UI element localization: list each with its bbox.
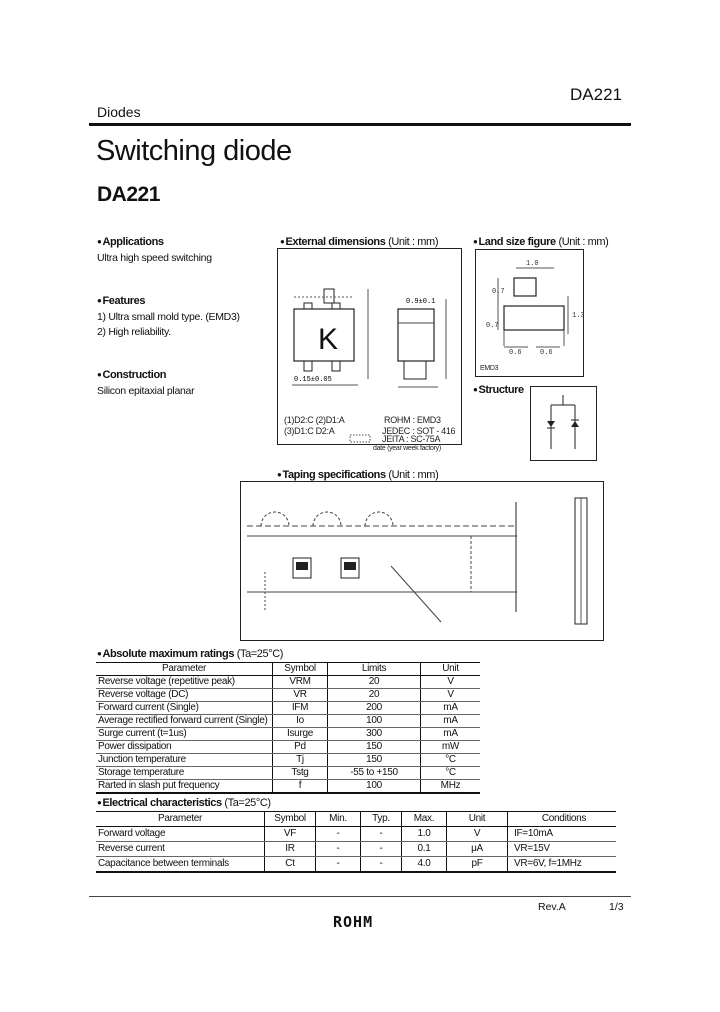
table-cell: VR=6V, f=1MHz [508, 857, 617, 873]
table-row [96, 780, 480, 794]
table-cell: V [421, 676, 481, 689]
table-cell: VRM [273, 676, 328, 689]
table-row [96, 827, 616, 842]
pin-note: (3)D1:C D2:A [284, 426, 335, 436]
land-dim: 0.7 [486, 322, 499, 330]
table-cell: 200 [328, 702, 421, 715]
svg-text:0.9±0.1: 0.9±0.1 [406, 298, 436, 306]
land-dim: 0.6 [540, 349, 553, 357]
table-cell: 20 [328, 676, 421, 689]
feature-item: 1) Ultra small mold type. (EMD3) [97, 311, 240, 323]
table-cell: - [361, 842, 402, 857]
land-dim: 1.0 [526, 260, 539, 268]
structure-figure [530, 386, 597, 461]
table-row [96, 676, 480, 689]
table-cell: 100 [328, 715, 421, 728]
package-note: JEITA : SC-75A [382, 434, 441, 444]
page-number: 1/3 [609, 901, 624, 913]
table-cell: IF=10mA [508, 827, 617, 842]
table-cell: - [316, 857, 361, 873]
table-header: Max. [402, 812, 447, 827]
marking-letter: K [318, 323, 339, 356]
table-header-row [96, 812, 616, 827]
table-row [96, 702, 480, 715]
table-row [96, 767, 480, 780]
land-package-label: EMD3 [480, 365, 499, 372]
table-header: Typ. [361, 812, 402, 827]
package-note: JEDEC : SOT - 416 [382, 426, 456, 436]
table-header: Conditions [508, 812, 617, 827]
table-cell: Average rectified forward current (Single) [96, 715, 273, 728]
electrical-table [96, 811, 616, 873]
table-cell: pF [447, 857, 508, 873]
table-cell: °C [421, 767, 481, 780]
land-size-figure [475, 249, 584, 377]
table-cell: Io [273, 715, 328, 728]
rohm-logo: ROHM [333, 913, 374, 931]
table-cell: 20 [328, 689, 421, 702]
table-cell: - [316, 827, 361, 842]
table-cell: Pd [273, 741, 328, 754]
table-header: Limits [328, 663, 421, 676]
table-cell: 150 [328, 741, 421, 754]
abs-max-heading: ● Absolute maximum ratings (Ta=25°C) [97, 648, 283, 660]
table-cell: - [361, 857, 402, 873]
page-title: Switching diode [96, 135, 292, 167]
table-cell: Storage temperature [96, 767, 273, 780]
table-cell: 4.0 [402, 857, 447, 873]
table-row [96, 689, 480, 702]
taping-heading: ● Taping specifications (Unit : mm) [277, 469, 438, 481]
table-cell: Reverse current [96, 842, 265, 857]
table-row [96, 715, 480, 728]
table-cell: VR=15V [508, 842, 617, 857]
table-cell: 300 [328, 728, 421, 741]
table-header: Unit [447, 812, 508, 827]
table-header: Min. [316, 812, 361, 827]
table-header-row [96, 663, 480, 676]
header-part-number: DA221 [570, 85, 622, 104]
table-cell: IFM [273, 702, 328, 715]
land-dim: 0.7 [492, 288, 505, 296]
construction-heading: ● Construction [97, 369, 166, 381]
table-cell: Power dissipation [96, 741, 273, 754]
abs-max-table [96, 662, 480, 794]
date-note: date (year week factory) [373, 445, 441, 452]
table-cell: V [421, 689, 481, 702]
land-dim: 1.3 [572, 312, 585, 320]
taping-drawing [241, 482, 603, 640]
table-cell: IR [265, 842, 316, 857]
external-dimensions-figure [277, 248, 462, 452]
land-pattern-drawing [476, 250, 583, 376]
applications-heading: ● Applications [97, 236, 164, 248]
category-label: Diodes [97, 104, 141, 120]
table-cell: Tstg [273, 767, 328, 780]
table-cell: Forward current (Single) [96, 702, 273, 715]
table-cell: mA [421, 702, 481, 715]
taping-figure [240, 481, 604, 641]
package-note: ROHM : EMD3 [384, 415, 441, 425]
table-cell: Junction temperature [96, 754, 273, 767]
table-cell: 1.0 [402, 827, 447, 842]
header-rule [89, 123, 631, 126]
table-cell: -55 to +150 [328, 767, 421, 780]
table-cell: Isurge [273, 728, 328, 741]
table-cell: Tj [273, 754, 328, 767]
table-header: Parameter [96, 812, 265, 827]
land-dim: 0.6 [509, 349, 522, 357]
construction-text: Silicon epitaxial planar [97, 385, 195, 397]
table-cell: Capacitance between terminals [96, 857, 265, 873]
electrical-heading: ● Electrical characteristics (Ta=25°C) [97, 797, 271, 809]
table-cell: Reverse voltage (repetitive peak) [96, 676, 273, 689]
applications-text: Ultra high speed switching [97, 252, 212, 264]
footer-rule [89, 896, 631, 897]
table-cell: VR [273, 689, 328, 702]
table-header: Symbol [273, 663, 328, 676]
table-cell: VF [265, 827, 316, 842]
table-cell: mA [421, 728, 481, 741]
table-cell: Rarted in slash put frequency [96, 780, 273, 794]
table-header: Symbol [265, 812, 316, 827]
table-cell: f [273, 780, 328, 794]
table-cell: Reverse voltage (DC) [96, 689, 273, 702]
table-row [96, 842, 616, 857]
table-row [96, 728, 480, 741]
table-header: Parameter [96, 663, 273, 676]
table-header: Unit [421, 663, 481, 676]
table-row [96, 857, 616, 873]
table-cell: mA [421, 715, 481, 728]
structure-schematic [531, 387, 596, 460]
table-cell: 100 [328, 780, 421, 794]
table-cell: μA [447, 842, 508, 857]
features-heading: ● Features [97, 295, 145, 307]
table-cell: V [447, 827, 508, 842]
table-cell: - [316, 842, 361, 857]
table-cell: Forward voltage [96, 827, 265, 842]
svg-text:0.15±0.05: 0.15±0.05 [294, 376, 332, 384]
table-cell: MHz [421, 780, 481, 794]
table-row [96, 741, 480, 754]
structure-heading: ● Structure [473, 384, 524, 396]
table-cell: 150 [328, 754, 421, 767]
part-number-bold: DA221 [97, 183, 160, 206]
table-cell: Ct [265, 857, 316, 873]
table-cell: mW [421, 741, 481, 754]
table-row [96, 754, 480, 767]
table-cell: - [361, 827, 402, 842]
table-cell: 0.1 [402, 842, 447, 857]
external-dimensions-heading: ● External dimensions (Unit : mm) [280, 236, 438, 248]
feature-item: 2) High reliability. [97, 326, 171, 338]
table-cell: Surge current (t=1us) [96, 728, 273, 741]
table-cell: °C [421, 754, 481, 767]
revision-label: Rev.A [538, 901, 566, 913]
land-size-heading: ● Land size figure (Unit : mm) [473, 236, 608, 248]
pin-note: (1)D2:C (2)D1:A [284, 415, 345, 425]
